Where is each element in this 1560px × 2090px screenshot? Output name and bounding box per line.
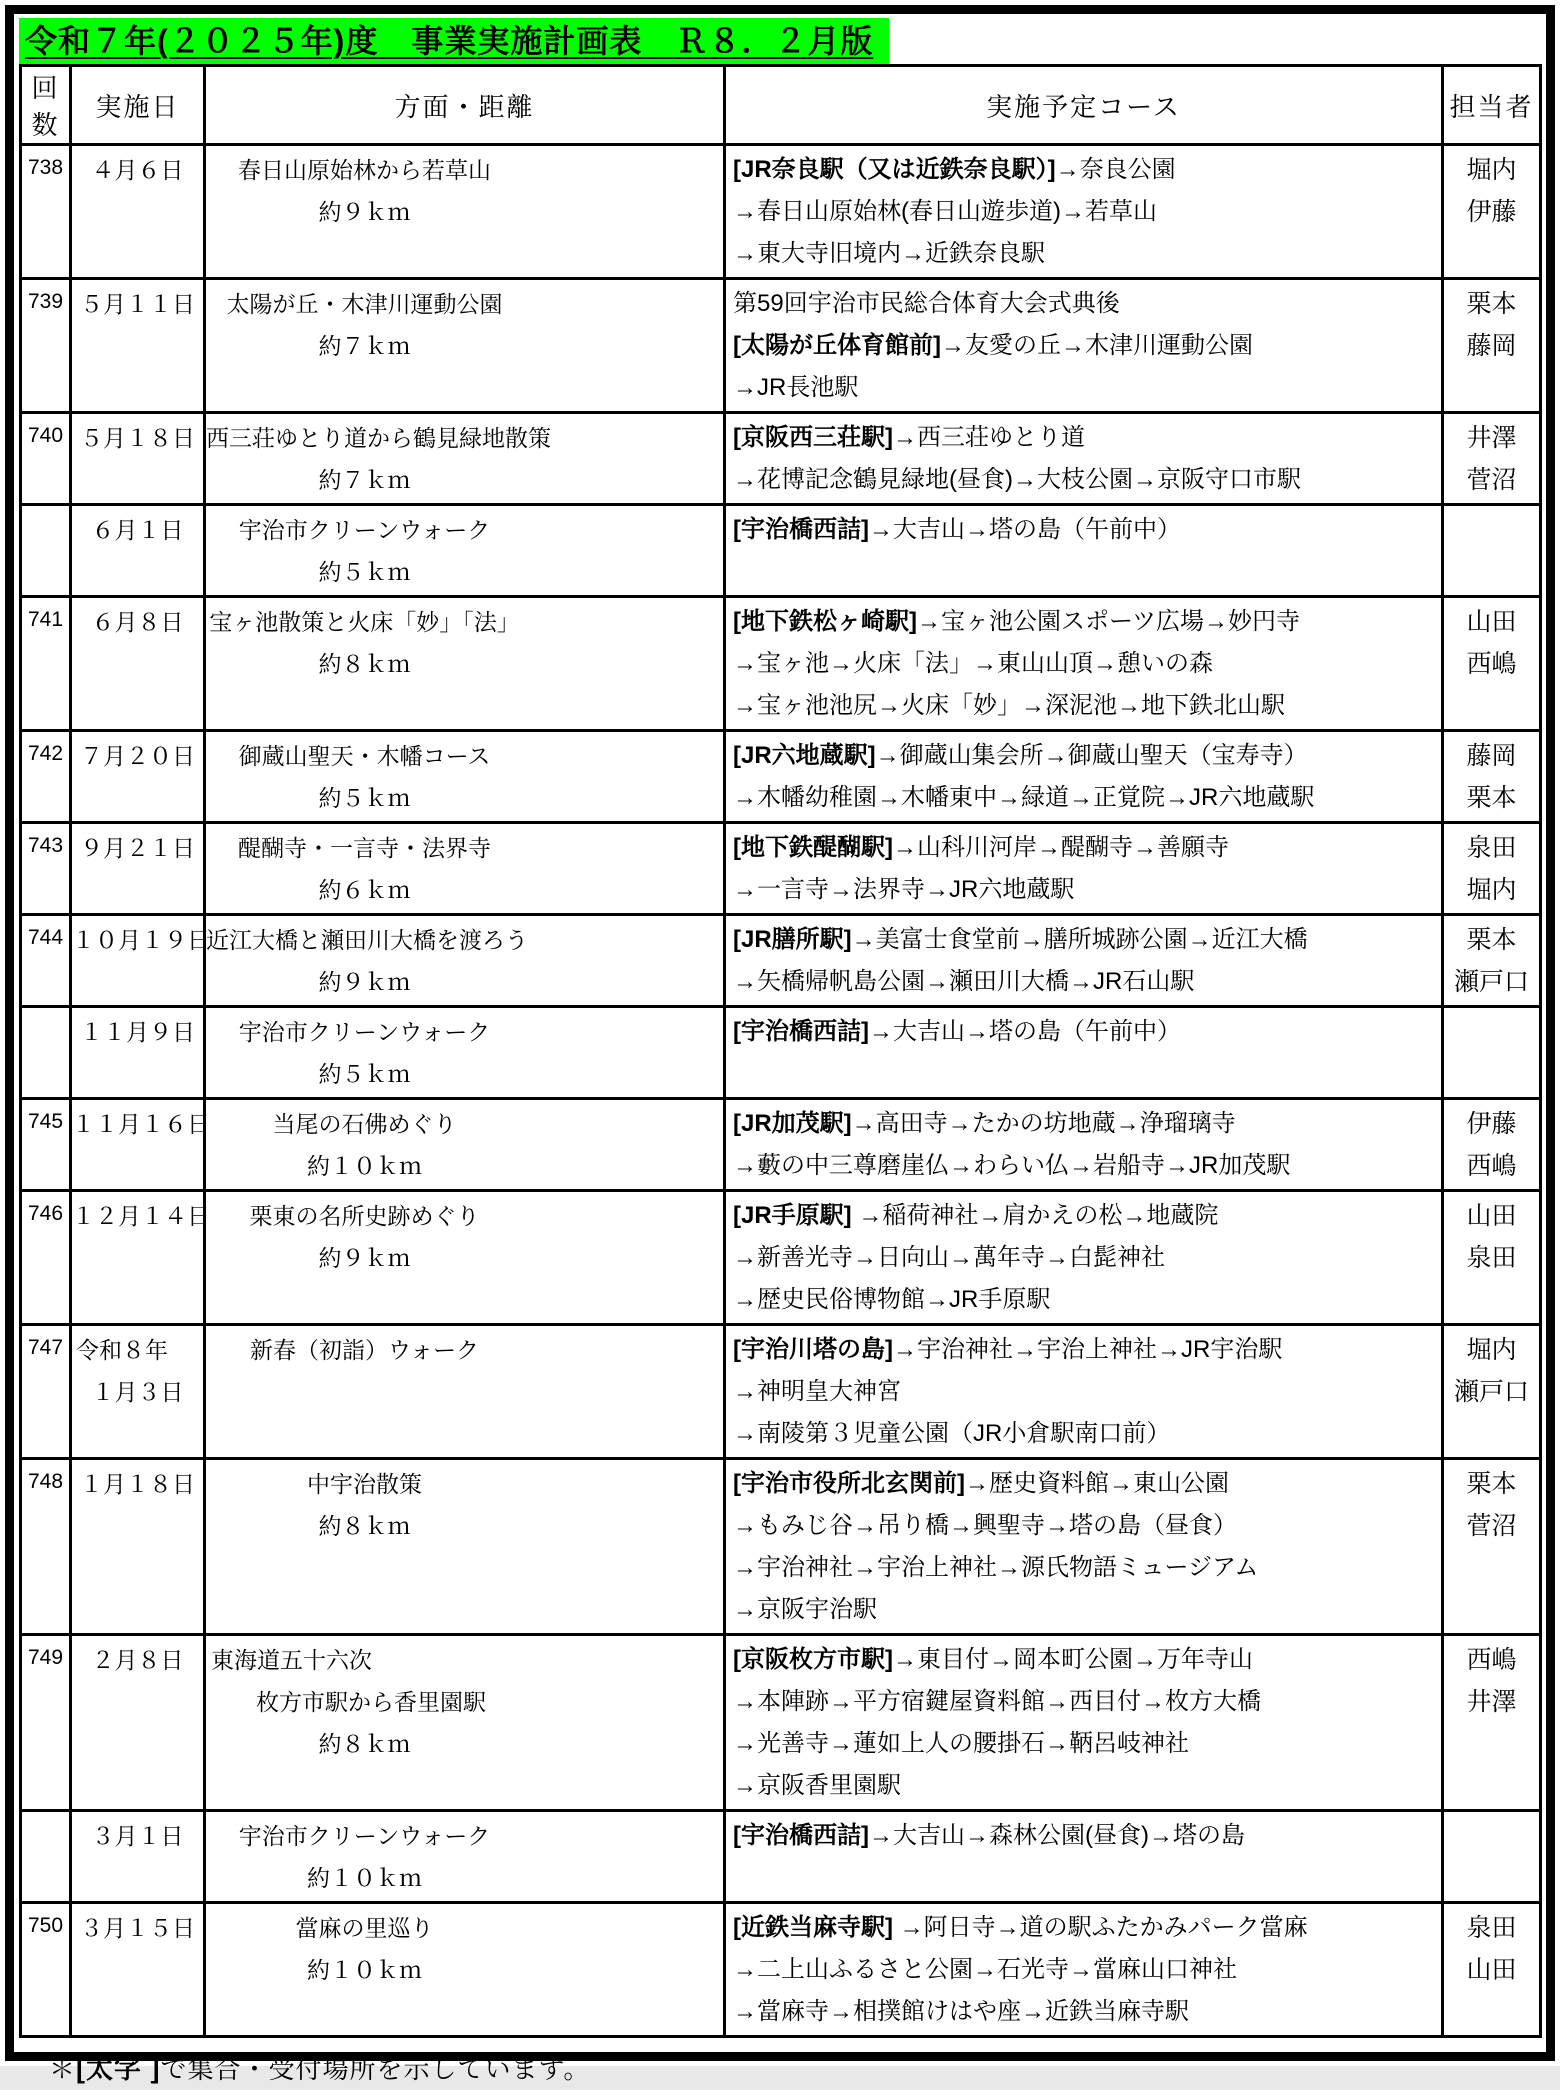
- footnote-text: で集合・受付場所を示しています。: [161, 2054, 591, 2084]
- staff-cell: 山田 西嶋: [1443, 597, 1541, 731]
- schedule-body: [21, 145, 1541, 2037]
- table-row: [21, 1635, 1541, 1811]
- round-number-cell: [21, 1811, 71, 1903]
- table-row: [21, 1811, 1541, 1903]
- staff-cell: 西嶋 井澤: [1443, 1635, 1541, 1811]
- table-row: [21, 145, 1541, 279]
- meeting-point-label: [宇治川塔の島]: [733, 1336, 893, 1363]
- round-number-cell: 743: [21, 823, 71, 915]
- staff-cell: 泉田 堀内: [1443, 823, 1541, 915]
- staff-cell: [1443, 1811, 1541, 1903]
- round-number-cell: 744: [21, 915, 71, 1007]
- staff-cell: 栗本 藤岡: [1443, 279, 1541, 413]
- date-cell: ２月８日: [71, 1635, 205, 1811]
- round-number-cell: 742: [21, 731, 71, 823]
- table-row: [21, 505, 1541, 597]
- meeting-point-label: [宇治橋西詰]: [733, 1018, 869, 1045]
- staff-cell: 伊藤 西嶋: [1443, 1099, 1541, 1191]
- table-row: [21, 1099, 1541, 1191]
- meeting-point-label: [宇治橋西詰]: [733, 516, 869, 543]
- schedule-table: [19, 64, 1542, 2038]
- staff-cell: [1443, 1007, 1541, 1099]
- area-cell: 宇治市クリーンウォーク 約５ｋｍ: [205, 505, 725, 597]
- course-cell: [JR奈良駅（又は近鉄奈良駅）]→奈良公園 →春日山原始林(春日山遊歩道)→若草山 →東大寺旧境内→近鉄奈良駅: [725, 145, 1443, 279]
- meeting-point-label: [JR加茂駅]: [733, 1110, 852, 1137]
- meeting-point-label: [JR六地蔵駅]: [733, 742, 876, 769]
- footnote-bold-sample: [太字 ]: [76, 2054, 160, 2084]
- course-cell: [JR加茂駅]→高田寺→たかの坊地蔵→浄瑠璃寺 →藪の中三尊磨崖仏→わらい仏→岩船寺→JR加茂駅: [725, 1099, 1443, 1191]
- staff-cell: 泉田 山田: [1443, 1903, 1541, 2037]
- round-number-cell: 741: [21, 597, 71, 731]
- header-course: 実施予定コース: [725, 66, 1443, 145]
- round-number-cell: 745: [21, 1099, 71, 1191]
- footnote: [19, 2038, 1541, 2090]
- meeting-point-label: [地下鉄松ヶ崎駅]: [733, 608, 917, 635]
- area-cell: 新春（初詣）ウォーク: [205, 1325, 725, 1459]
- meeting-point-label: [京阪枚方市駅]: [733, 1646, 893, 1673]
- meeting-point-label: [地下鉄醍醐駅]: [733, 834, 893, 861]
- course-cell: [地下鉄醍醐駅]→山科川河岸→醍醐寺→善願寺 →一言寺→法界寺→JR六地蔵駅: [725, 823, 1443, 915]
- area-cell: 西三荘ゆとり道から鶴見緑地散策 約７ｋｍ: [205, 413, 725, 505]
- date-cell: １月１８日: [71, 1459, 205, 1635]
- area-cell: 東海道五十六次 枚方市駅から香里園駅 約８ｋｍ: [205, 1635, 725, 1811]
- staff-cell: 堀内 伊藤: [1443, 145, 1541, 279]
- table-row: [21, 1325, 1541, 1459]
- round-number-cell: 748: [21, 1459, 71, 1635]
- course-cell: [近鉄当麻寺駅] →阿日寺→道の駅ふたかみパーク當麻 →二上山ふるさと公園→石光寺→當麻山口神社 →當麻寺→相撲館けはや座→近鉄当麻寺駅: [725, 1903, 1443, 2037]
- date-cell: １２月１４日: [71, 1191, 205, 1325]
- table-row: [21, 413, 1541, 505]
- date-cell: ５月１８日: [71, 413, 205, 505]
- date-cell: １０月１９日: [71, 915, 205, 1007]
- staff-cell: [1443, 505, 1541, 597]
- staff-cell: 井澤 菅沼: [1443, 413, 1541, 505]
- date-cell: ６月８日: [71, 597, 205, 731]
- area-cell: 當麻の里巡り 約１０ｋｍ: [205, 1903, 725, 2037]
- date-cell: １１月９日: [71, 1007, 205, 1099]
- table-row: [21, 731, 1541, 823]
- round-number-cell: [21, 1007, 71, 1099]
- round-number-cell: 746: [21, 1191, 71, 1325]
- meeting-point-label: [宇治市役所北玄関前]: [733, 1470, 965, 1497]
- date-cell: ４月６日: [71, 145, 205, 279]
- course-cell: [京阪枚方市駅]→東目付→岡本町公園→万年寺山 →本陣跡→平方宿鍵屋資料館→西目付→枚方大橋 →光善寺→蓮如上人の腰掛石→鞆呂岐神社 →京阪香里園駅: [725, 1635, 1443, 1811]
- meeting-point-label: [宇治橋西詰]: [733, 1822, 869, 1849]
- course-cell: [京阪西三荘駅]→西三荘ゆとり道 →花博記念鶴見緑地(昼食)→大枝公園→京阪守口市駅: [725, 413, 1443, 505]
- meeting-point-label: [JR奈良駅（又は近鉄奈良駅）]: [733, 156, 1056, 183]
- header-staff: 担当者: [1443, 66, 1541, 145]
- header-date: 実施日: [71, 66, 205, 145]
- area-cell: 春日山原始林から若草山 約９ｋｍ: [205, 145, 725, 279]
- date-cell: ９月２１日: [71, 823, 205, 915]
- course-cell: [宇治橋西詰]→大吉山→塔の島（午前中）: [725, 1007, 1443, 1099]
- area-cell: 太陽が丘・木津川運動公園 約７ｋｍ: [205, 279, 725, 413]
- staff-cell: 山田 泉田: [1443, 1191, 1541, 1325]
- round-number-cell: 749: [21, 1635, 71, 1811]
- meeting-point-label: [太陽が丘体育館前]: [733, 332, 941, 359]
- date-cell: １１月１６日: [71, 1099, 205, 1191]
- table-row: [21, 1459, 1541, 1635]
- date-cell: ３月１５日: [71, 1903, 205, 2037]
- date-cell: ６月１日: [71, 505, 205, 597]
- header-area-distance: 方面・距離: [205, 66, 725, 145]
- round-number-cell: 739: [21, 279, 71, 413]
- date-cell: ３月１日: [71, 1811, 205, 1903]
- meeting-point-label: [近鉄当麻寺駅]: [733, 1914, 893, 1941]
- table-row: [21, 597, 1541, 731]
- round-number-cell: [21, 505, 71, 597]
- course-cell: [宇治川塔の島]→宇治神社→宇治上神社→JR宇治駅 →神明皇大神宮 →南陵第３児童公園（JR小倉駅南口前）: [725, 1325, 1443, 1459]
- round-number-cell: 750: [21, 1903, 71, 2037]
- staff-cell: 栗本 瀬戸口: [1443, 915, 1541, 1007]
- course-cell: [JR膳所駅]→美富士食堂前→膳所城跡公園→近江大橋 →矢橋帰帆島公園→瀬田川大橋→JR石山駅: [725, 915, 1443, 1007]
- date-cell: ５月１１日: [71, 279, 205, 413]
- table-row: [21, 1191, 1541, 1325]
- area-cell: 宇治市クリーンウォーク 約５ｋｍ: [205, 1007, 725, 1099]
- document-frame: [5, 5, 1555, 2061]
- area-cell: 宇治市クリーンウォーク 約１０ｋｍ: [205, 1811, 725, 1903]
- area-cell: 近江大橋と瀬田川大橋を渡ろう 約９ｋｍ: [205, 915, 725, 1007]
- staff-cell: 栗本 菅沼: [1443, 1459, 1541, 1635]
- page-title: 令和７年(２０２５年)度 事業実施計画表 Ｒ８．２月版: [19, 18, 889, 64]
- course-cell: [宇治市役所北玄関前]→歴史資料館→東山公園 →もみじ谷→吊り橋→興聖寺→塔の島（昼食） →宇治神社→宇治上神社→源氏物語ミュージアム →京阪宇治駅: [725, 1459, 1443, 1635]
- staff-cell: 藤岡 栗本: [1443, 731, 1541, 823]
- course-cell: [地下鉄松ヶ崎駅]→宝ヶ池公園スポーツ広場→妙円寺 →宝ヶ池→火床「法」→東山山頂→憩いの森 →宝ヶ池池尻→火床「妙」→深泥池→地下鉄北山駅: [725, 597, 1443, 731]
- area-cell: 醍醐寺・一言寺・法界寺 約６ｋｍ: [205, 823, 725, 915]
- course-cell: [宇治橋西詰]→大吉山→塔の島（午前中）: [725, 505, 1443, 597]
- meeting-point-label: [JR膳所駅]: [733, 926, 852, 953]
- meeting-point-label: [JR手原駅]: [733, 1202, 852, 1229]
- table-row: [21, 823, 1541, 915]
- header-round-number: 回数: [21, 66, 71, 145]
- course-cell: 第59回宇治市民総合体育大会式典後 [太陽が丘体育館前]→友愛の丘→木津川運動公園 →JR長池駅: [725, 279, 1443, 413]
- table-row: [21, 279, 1541, 413]
- date-cell: 令和８年 １月３日: [71, 1325, 205, 1459]
- round-number-cell: 740: [21, 413, 71, 505]
- round-number-cell: 738: [21, 145, 71, 279]
- table-row: [21, 915, 1541, 1007]
- course-cell: [宇治橋西詰]→大吉山→森林公園(昼食)→塔の島: [725, 1811, 1443, 1903]
- table-row: [21, 1007, 1541, 1099]
- area-cell: 御蔵山聖天・木幡コース 約５ｋｍ: [205, 731, 725, 823]
- round-number-cell: 747: [21, 1325, 71, 1459]
- staff-cell: 堀内 瀬戸口: [1443, 1325, 1541, 1459]
- footnote-prefix: ＊: [49, 2054, 76, 2084]
- meeting-point-label: [京阪西三荘駅]: [733, 424, 893, 451]
- course-cell: [JR手原駅] →稲荷神社→肩かえの松→地蔵院 →新善光寺→日向山→萬年寺→白髭神社 →歴史民俗博物館→JR手原駅: [725, 1191, 1443, 1325]
- area-cell: 当尾の石佛めぐり 約１０ｋｍ: [205, 1099, 725, 1191]
- area-cell: 中宇治散策 約８ｋｍ: [205, 1459, 725, 1635]
- header-row: [21, 66, 1541, 145]
- course-cell: [JR六地蔵駅]→御蔵山集会所→御蔵山聖天（宝寿寺） →木幡幼稚園→木幡東中→緑道→正覚院→JR六地蔵駅: [725, 731, 1443, 823]
- date-cell: ７月２０日: [71, 731, 205, 823]
- area-cell: 栗東の名所史跡めぐり 約９ｋｍ: [205, 1191, 725, 1325]
- title-bar: [19, 18, 1541, 64]
- table-row: [21, 1903, 1541, 2037]
- area-cell: 宝ヶ池散策と火床「妙」「法」 約８ｋｍ: [205, 597, 725, 731]
